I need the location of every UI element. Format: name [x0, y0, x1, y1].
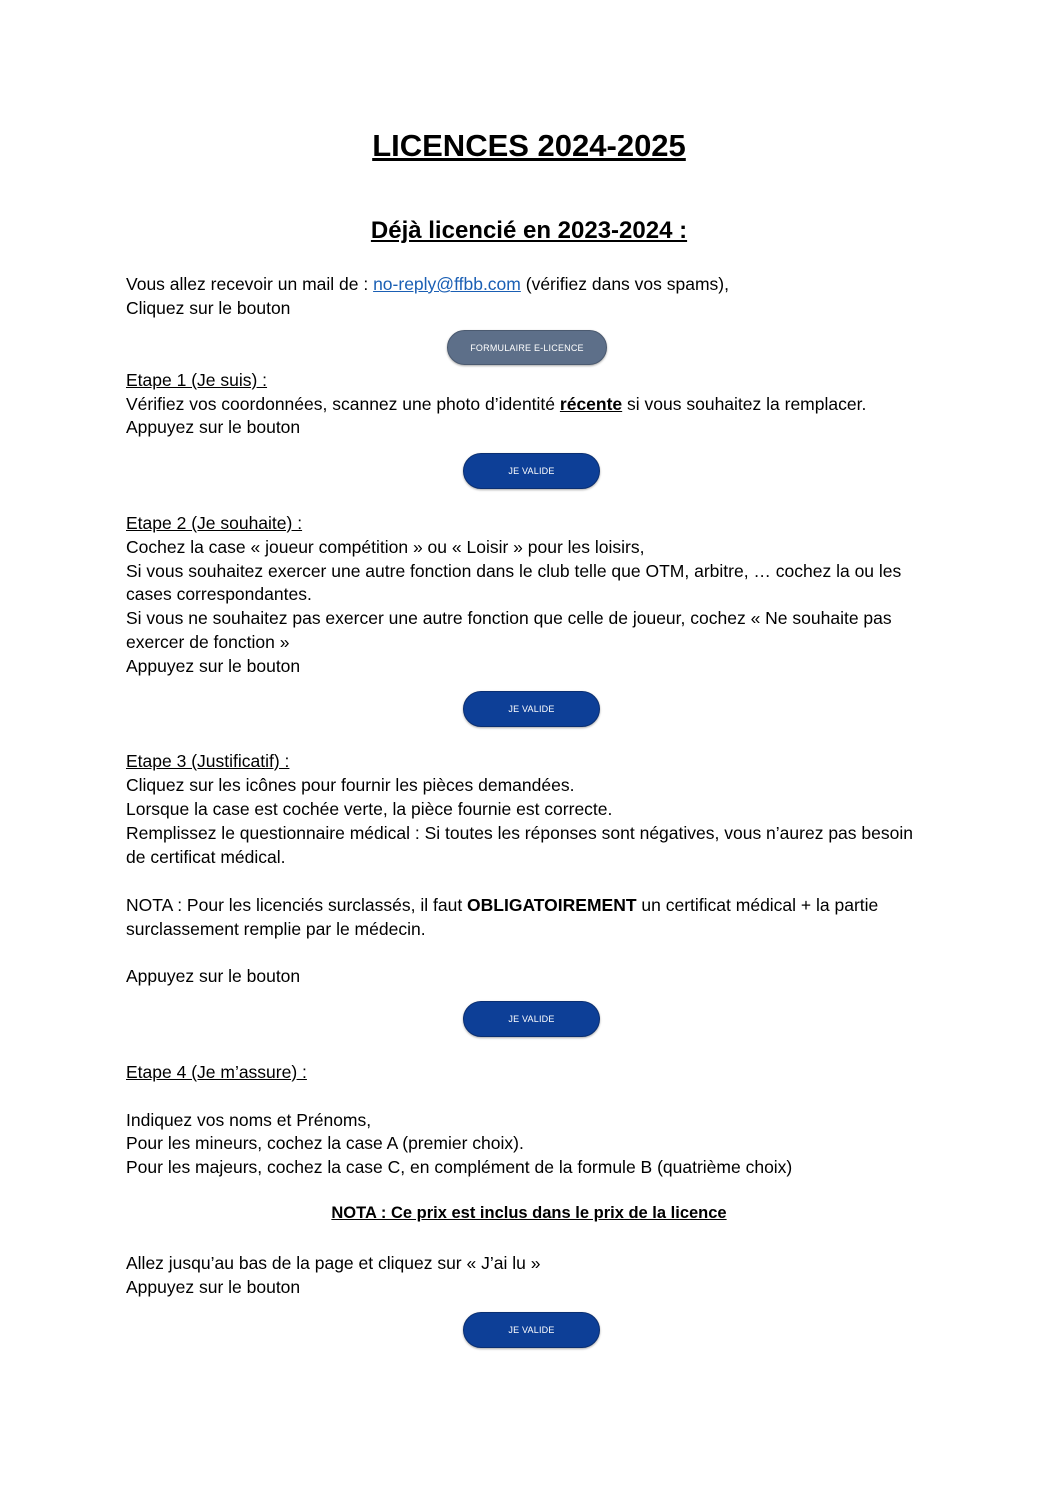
step2-line-4: Si vous ne souhaitez pas exercer une autre fonction que celle de joueur, cochez « Ne souhaite pas	[126, 608, 892, 628]
step2-line-6: Appuyez sur le bouton	[126, 656, 301, 676]
step4-nota: NOTA : Ce prix est inclus dans le prix de la licence	[331, 1204, 727, 1222]
step1-line-2: Appuyez sur le bouton	[126, 417, 301, 437]
intro-line-2: Cliquez sur le bouton	[126, 298, 291, 318]
step3-je-valide-button[interactable]: JE VALIDE	[463, 1001, 600, 1037]
step1-heading: Etape 1 (Je suis) :	[126, 370, 268, 390]
step3-line-1: Cliquez sur les icônes pour fournir les pièces demandées.	[126, 775, 575, 795]
step4-je-valide-button[interactable]: JE VALIDE	[463, 1312, 600, 1348]
intro-line-1	[126, 273, 729, 295]
page-subtitle: Déjà licencié en 2023-2024 :	[370, 217, 688, 244]
step1-emphasis: récente	[559, 394, 623, 414]
intro-text: Vous allez recevoir un mail de :	[126, 274, 374, 294]
step1-line-1	[126, 393, 866, 415]
step2-heading: Etape 2 (Je souhaite) :	[126, 513, 303, 533]
step3-nota-line-1	[126, 894, 878, 916]
step3-press-line: Appuyez sur le bouton	[126, 966, 301, 986]
step2-line-3: cases correspondantes.	[126, 584, 312, 604]
step2-line-5: exercer de fonction »	[126, 632, 290, 652]
step4-heading: Etape 4 (Je m’assure) :	[126, 1062, 307, 1082]
step4-line-3: Pour les majeurs, cochez la case C, en complément de la formule B (quatrième choix)	[126, 1157, 793, 1177]
step3-line-2: Lorsque la case est cochée verte, la pièce fournie est correcte.	[126, 799, 613, 819]
step1-text: Vérifiez vos coordonnées, scannez une photo d’identité	[126, 394, 560, 414]
step3-nota-text-end: un certificat médical + la partie	[636, 895, 879, 915]
page-title: LICENCES 2024-2025	[372, 128, 686, 163]
step3-line-4: de certificat médical.	[126, 847, 286, 867]
step2-line-2: Si vous souhaitez exercer une autre fonction dans le club telle que OTM, arbitre, … cochez la ou les	[126, 561, 902, 581]
step4-line-2: Pour les mineurs, cochez la case A (premier choix).	[126, 1133, 524, 1153]
step4-line-1: Indiquez vos noms et Prénoms,	[126, 1110, 372, 1130]
step2-je-valide-button[interactable]: JE VALIDE	[463, 691, 600, 727]
step1-text-end: si vous souhaitez la remplacer.	[622, 394, 867, 414]
step3-nota-line-2: surclassement remplie par le médecin.	[126, 919, 426, 939]
step3-heading: Etape 3 (Justificatif) :	[126, 751, 290, 771]
email-link[interactable]: no-reply@ffbb.com	[373, 274, 521, 294]
step4-final-line-1: Allez jusqu’au bas de la page et cliquez sur « J’ai lu »	[126, 1253, 541, 1273]
formulaire-elicence-button[interactable]: FORMULAIRE E-LICENCE	[447, 330, 607, 365]
step3-nota-emphasis: OBLIGATOIREMENT	[467, 895, 637, 915]
intro-note: (vérifiez dans vos spams),	[520, 274, 729, 294]
step1-je-valide-button[interactable]: JE VALIDE	[463, 453, 600, 489]
step2-line-1: Cochez la case « joueur compétition » ou « Loisir » pour les loisirs,	[126, 537, 645, 557]
step4-final-line-2: Appuyez sur le bouton	[126, 1277, 301, 1297]
step3-line-3: Remplissez le questionnaire médical : Si toutes les réponses sont négatives, vous n’aurez pas besoin	[126, 823, 913, 843]
step3-nota-text: NOTA : Pour les licenciés surclassés, il faut	[126, 895, 468, 915]
